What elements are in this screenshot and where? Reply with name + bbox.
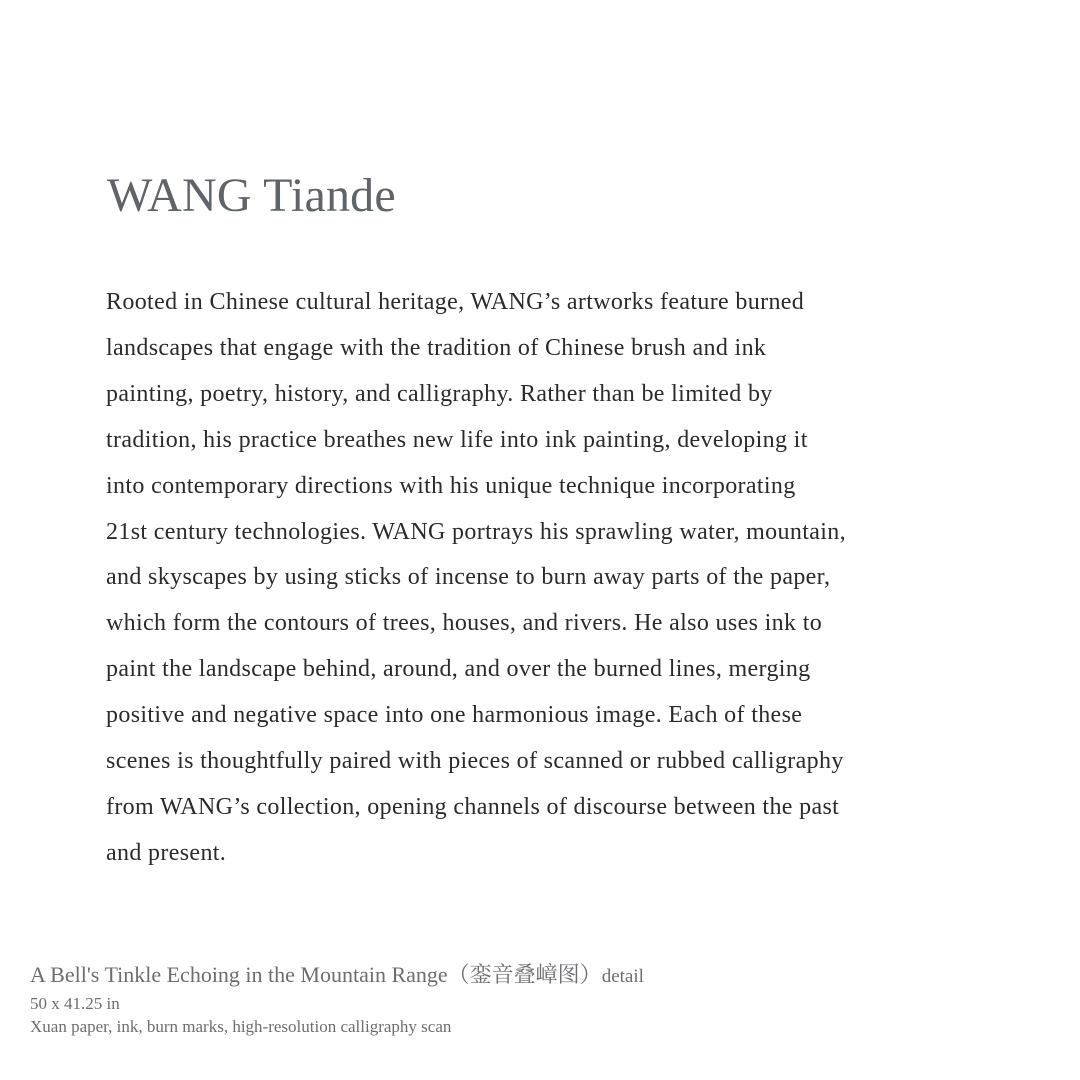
artwork-title: A Bell's Tinkle Echoing in the Mountain Range（銮音叠嶂图） — [30, 962, 602, 987]
bio-line: which form the contours of trees, houses, and rivers. He also uses ink to — [106, 610, 823, 637]
bio-line: and skyscapes by using sticks of incense to burn away parts of the paper, — [106, 564, 831, 591]
artwork-caption — [30, 960, 644, 1038]
page-title: WANG Tiande — [107, 169, 396, 222]
bio-line: scenes is thoughtfully paired with pieces of scanned or rubbed calligraphy — [106, 748, 844, 775]
artwork-title-suffix: detail — [601, 966, 644, 987]
bio-line: and present. — [106, 839, 227, 866]
artist-bio — [106, 280, 966, 877]
artwork-title-line — [30, 960, 644, 992]
artwork-medium: Xuan paper, ink, burn marks, high-resolution calligraphy scan — [30, 1017, 452, 1036]
bio-line: landscapes that engage with the tradition of Chinese brush and ink — [106, 334, 767, 361]
bio-line: 21st century technologies. WANG portrays his sprawling water, mountain, — [106, 518, 846, 545]
bio-line: paint the landscape behind, around, and over the burned lines, merging — [106, 656, 811, 683]
bio-line: painting, poetry, history, and calligraphy. Rather than be limited by — [106, 380, 773, 407]
bio-line: tradition, his practice breathes new life into ink painting, developing it — [106, 426, 808, 453]
artwork-dimensions: 50 x 41.25 in — [30, 994, 120, 1013]
bio-line: from WANG’s collection, opening channels of discourse between the past — [106, 793, 840, 820]
bio-line: into contemporary directions with his unique technique incorporating — [106, 472, 796, 499]
bio-line: positive and negative space into one harmonious image. Each of these — [106, 702, 803, 729]
bio-line: Rooted in Chinese cultural heritage, WANG’s artworks feature burned — [106, 289, 805, 315]
